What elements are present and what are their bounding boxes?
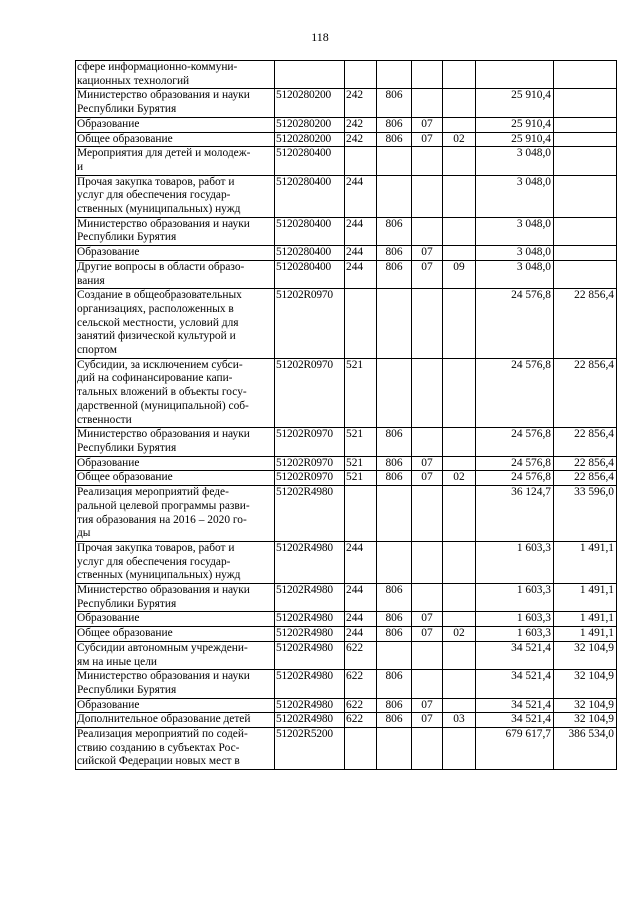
table-row: [76, 541, 617, 583]
subsection-code: [443, 61, 476, 89]
target-article-code: 51202R0970: [275, 289, 345, 359]
table-row: [76, 627, 617, 642]
section-code: 07: [412, 117, 443, 132]
expense-type-code: 244: [345, 246, 377, 261]
amount-year-1: 24 576,8: [476, 456, 554, 471]
amount-year-2: [554, 61, 617, 89]
expense-type-code: 244: [345, 627, 377, 642]
amount-year-1: 25 910,4: [476, 89, 554, 117]
section-code: 07: [412, 627, 443, 642]
subsection-code: [443, 670, 476, 698]
ministry-code: 806: [377, 89, 412, 117]
table-row: [76, 289, 617, 359]
expense-type-code: 242: [345, 89, 377, 117]
section-code: [412, 641, 443, 669]
table-row: [76, 175, 617, 217]
table-row: [76, 89, 617, 117]
amount-year-1: 1 603,3: [476, 612, 554, 627]
amount-year-2: 22 856,4: [554, 358, 617, 428]
amount-year-2: [554, 89, 617, 117]
amount-year-2: [554, 217, 617, 245]
target-article-code: 51202R4980: [275, 627, 345, 642]
ministry-code: 806: [377, 428, 412, 456]
amount-year-1: 3 048,0: [476, 147, 554, 175]
amount-year-2: 22 856,4: [554, 289, 617, 359]
amount-year-1: 34 521,4: [476, 698, 554, 713]
item-name: Прочая закупка товаров, работ и услуг для обеспечения государ- ственных (муниципальных) нужд: [76, 175, 275, 217]
table-row: [76, 713, 617, 728]
item-name: Министерство образования и науки Республики Бурятия: [76, 89, 275, 117]
section-code: [412, 289, 443, 359]
amount-year-1: 1 603,3: [476, 584, 554, 612]
ministry-code: [377, 61, 412, 89]
expense-type-code: [345, 147, 377, 175]
amount-year-1: 25 910,4: [476, 132, 554, 147]
section-code: [412, 61, 443, 89]
expense-type-code: 622: [345, 698, 377, 713]
table-row: [76, 117, 617, 132]
subsection-code: [443, 358, 476, 428]
table-row: [76, 260, 617, 288]
section-code: [412, 175, 443, 217]
table-row: [76, 132, 617, 147]
amount-year-1: 34 521,4: [476, 641, 554, 669]
item-name: Министерство образования и науки Республики Бурятия: [76, 217, 275, 245]
ministry-code: 806: [377, 698, 412, 713]
expense-type-code: 242: [345, 132, 377, 147]
target-article-code: [275, 61, 345, 89]
expense-type-code: 622: [345, 713, 377, 728]
section-code: [412, 486, 443, 542]
amount-year-2: 22 856,4: [554, 428, 617, 456]
amount-year-1: 3 048,0: [476, 260, 554, 288]
target-article-code: 51202R4980: [275, 584, 345, 612]
ministry-code: 806: [377, 217, 412, 245]
section-code: [412, 670, 443, 698]
table-row: [76, 728, 617, 770]
ministry-code: 806: [377, 456, 412, 471]
table-row: [76, 456, 617, 471]
target-article-code: 51202R4980: [275, 670, 345, 698]
expense-type-code: 521: [345, 358, 377, 428]
subsection-code: [443, 456, 476, 471]
expense-type-code: [345, 289, 377, 359]
amount-year-2: [554, 147, 617, 175]
table-row: [76, 358, 617, 428]
table-row: [76, 61, 617, 89]
table-row: [76, 670, 617, 698]
item-name: Общее образование: [76, 627, 275, 642]
amount-year-2: 386 534,0: [554, 728, 617, 770]
amount-year-1: 25 910,4: [476, 117, 554, 132]
section-code: 07: [412, 471, 443, 486]
amount-year-1: 1 603,3: [476, 627, 554, 642]
amount-year-1: 679 617,7: [476, 728, 554, 770]
ministry-code: [377, 641, 412, 669]
target-article-code: 5120280400: [275, 217, 345, 245]
item-name: Образование: [76, 456, 275, 471]
item-name: Общее образование: [76, 132, 275, 147]
amount-year-1: 36 124,7: [476, 486, 554, 542]
table-row: [76, 217, 617, 245]
table-row: [76, 428, 617, 456]
expense-type-code: 521: [345, 456, 377, 471]
expense-type-code: [345, 61, 377, 89]
item-name: Реализация мероприятий по содей- ствию созданию в субъектах Рос- сийской Федерации новых мест в: [76, 728, 275, 770]
ministry-code: 806: [377, 627, 412, 642]
table-row: [76, 147, 617, 175]
ministry-code: [377, 289, 412, 359]
expense-type-code: 244: [345, 612, 377, 627]
target-article-code: 5120280400: [275, 260, 345, 288]
target-article-code: 51202R4980: [275, 698, 345, 713]
item-name: Мероприятия для детей и молодеж- и: [76, 147, 275, 175]
item-name: Министерство образования и науки Республики Бурятия: [76, 670, 275, 698]
target-article-code: 5120280400: [275, 246, 345, 261]
target-article-code: 51202R0970: [275, 428, 345, 456]
ministry-code: [377, 486, 412, 542]
expense-type-code: 242: [345, 117, 377, 132]
subsection-code: [443, 541, 476, 583]
target-article-code: 51202R4980: [275, 713, 345, 728]
item-name: Дополнительное образование детей: [76, 713, 275, 728]
target-article-code: 51202R4980: [275, 486, 345, 542]
target-article-code: 5120280400: [275, 147, 345, 175]
amount-year-2: [554, 175, 617, 217]
table-row: [76, 612, 617, 627]
item-name: Прочая закупка товаров, работ и услуг для обеспечения государ- ственных (муниципальных) нужд: [76, 541, 275, 583]
ministry-code: [377, 175, 412, 217]
section-code: [412, 217, 443, 245]
amount-year-1: 24 576,8: [476, 471, 554, 486]
subsection-code: 03: [443, 713, 476, 728]
amount-year-2: 32 104,9: [554, 641, 617, 669]
item-name: Общее образование: [76, 471, 275, 486]
subsection-code: [443, 486, 476, 542]
amount-year-2: 33 596,0: [554, 486, 617, 542]
table-row: [76, 246, 617, 261]
ministry-code: [377, 728, 412, 770]
target-article-code: 5120280200: [275, 117, 345, 132]
item-name: Министерство образования и науки Республики Бурятия: [76, 584, 275, 612]
subsection-code: [443, 612, 476, 627]
ministry-code: 806: [377, 117, 412, 132]
subsection-code: 02: [443, 627, 476, 642]
page-number: 118: [311, 30, 329, 44]
section-code: 07: [412, 612, 443, 627]
ministry-code: 806: [377, 670, 412, 698]
target-article-code: 51202R0970: [275, 358, 345, 428]
expense-type-code: 521: [345, 471, 377, 486]
amount-year-2: 32 104,9: [554, 698, 617, 713]
table-row: [76, 471, 617, 486]
expense-type-code: 244: [345, 584, 377, 612]
section-code: 07: [412, 132, 443, 147]
section-code: [412, 584, 443, 612]
section-code: [412, 728, 443, 770]
target-article-code: 51202R5200: [275, 728, 345, 770]
expense-type-code: 244: [345, 260, 377, 288]
section-code: [412, 147, 443, 175]
amount-year-1: 24 576,8: [476, 428, 554, 456]
amount-year-1: 1 603,3: [476, 541, 554, 583]
subsection-code: 02: [443, 132, 476, 147]
section-code: 07: [412, 713, 443, 728]
item-name: Министерство образования и науки Республики Бурятия: [76, 428, 275, 456]
amount-year-1: 3 048,0: [476, 217, 554, 245]
target-article-code: 5120280200: [275, 132, 345, 147]
target-article-code: 51202R0970: [275, 456, 345, 471]
amount-year-2: [554, 132, 617, 147]
expense-type-code: 622: [345, 670, 377, 698]
item-name: Образование: [76, 246, 275, 261]
ministry-code: 806: [377, 612, 412, 627]
ministry-code: [377, 147, 412, 175]
subsection-code: [443, 117, 476, 132]
expense-type-code: 244: [345, 217, 377, 245]
target-article-code: 5120280400: [275, 175, 345, 217]
table-row: [76, 584, 617, 612]
amount-year-1: 3 048,0: [476, 246, 554, 261]
item-name: Субсидии, за исключением субси- дий на софинансирование капи- тальных вложений в объекты госу- дарственной (муниципальной) соб- ственности: [76, 358, 275, 428]
expense-type-code: 521: [345, 428, 377, 456]
target-article-code: 51202R4980: [275, 641, 345, 669]
subsection-code: [443, 175, 476, 217]
ministry-code: 806: [377, 471, 412, 486]
expense-type-code: 244: [345, 175, 377, 217]
amount-year-2: [554, 117, 617, 132]
section-code: 07: [412, 456, 443, 471]
subsection-code: [443, 728, 476, 770]
item-name: Образование: [76, 117, 275, 132]
item-name: Создание в общеобразовательных организациях, расположенных в сельской местности, условий для занятий физической культурой и спортом: [76, 289, 275, 359]
target-article-code: 51202R0970: [275, 471, 345, 486]
amount-year-2: 1 491,1: [554, 627, 617, 642]
subsection-code: [443, 641, 476, 669]
table-row: [76, 641, 617, 669]
budget-table: [75, 60, 617, 770]
amount-year-2: [554, 260, 617, 288]
section-code: [412, 89, 443, 117]
amount-year-2: 32 104,9: [554, 670, 617, 698]
amount-year-1: [476, 61, 554, 89]
subsection-code: [443, 217, 476, 245]
ministry-code: 806: [377, 246, 412, 261]
item-name: Субсидии автономным учреждени- ям на иные цели: [76, 641, 275, 669]
ministry-code: 806: [377, 584, 412, 612]
subsection-code: [443, 246, 476, 261]
subsection-code: 02: [443, 471, 476, 486]
amount-year-1: 3 048,0: [476, 175, 554, 217]
item-name: Реализация мероприятий феде- ральной целевой программы разви- тия образования на 2016 – 2020 го- ды: [76, 486, 275, 542]
amount-year-2: 1 491,1: [554, 612, 617, 627]
expense-type-code: [345, 486, 377, 542]
section-code: 07: [412, 698, 443, 713]
amount-year-2: 22 856,4: [554, 471, 617, 486]
item-name: сфере информационно-коммуни- кационных технологий: [76, 61, 275, 89]
subsection-code: [443, 698, 476, 713]
subsection-code: [443, 428, 476, 456]
section-code: [412, 428, 443, 456]
target-article-code: 51202R4980: [275, 612, 345, 627]
amount-year-1: 24 576,8: [476, 358, 554, 428]
expense-type-code: 622: [345, 641, 377, 669]
amount-year-2: [554, 246, 617, 261]
subsection-code: [443, 584, 476, 612]
section-code: 07: [412, 246, 443, 261]
amount-year-2: 22 856,4: [554, 456, 617, 471]
subsection-code: [443, 147, 476, 175]
subsection-code: [443, 289, 476, 359]
item-name: Образование: [76, 612, 275, 627]
target-article-code: 5120280200: [275, 89, 345, 117]
subsection-code: 09: [443, 260, 476, 288]
table-row: [76, 486, 617, 542]
item-name: Образование: [76, 698, 275, 713]
amount-year-2: 32 104,9: [554, 713, 617, 728]
subsection-code: [443, 89, 476, 117]
expense-type-code: [345, 728, 377, 770]
amount-year-1: 24 576,8: [476, 289, 554, 359]
target-article-code: 51202R4980: [275, 541, 345, 583]
section-code: 07: [412, 260, 443, 288]
amount-year-1: 34 521,4: [476, 713, 554, 728]
ministry-code: [377, 541, 412, 583]
amount-year-2: 1 491,1: [554, 584, 617, 612]
section-code: [412, 358, 443, 428]
ministry-code: 806: [377, 132, 412, 147]
table-row: [76, 698, 617, 713]
ministry-code: 806: [377, 713, 412, 728]
section-code: [412, 541, 443, 583]
expense-type-code: 244: [345, 541, 377, 583]
ministry-code: 806: [377, 260, 412, 288]
amount-year-1: 34 521,4: [476, 670, 554, 698]
item-name: Другие вопросы в области образо- вания: [76, 260, 275, 288]
ministry-code: [377, 358, 412, 428]
amount-year-2: 1 491,1: [554, 541, 617, 583]
